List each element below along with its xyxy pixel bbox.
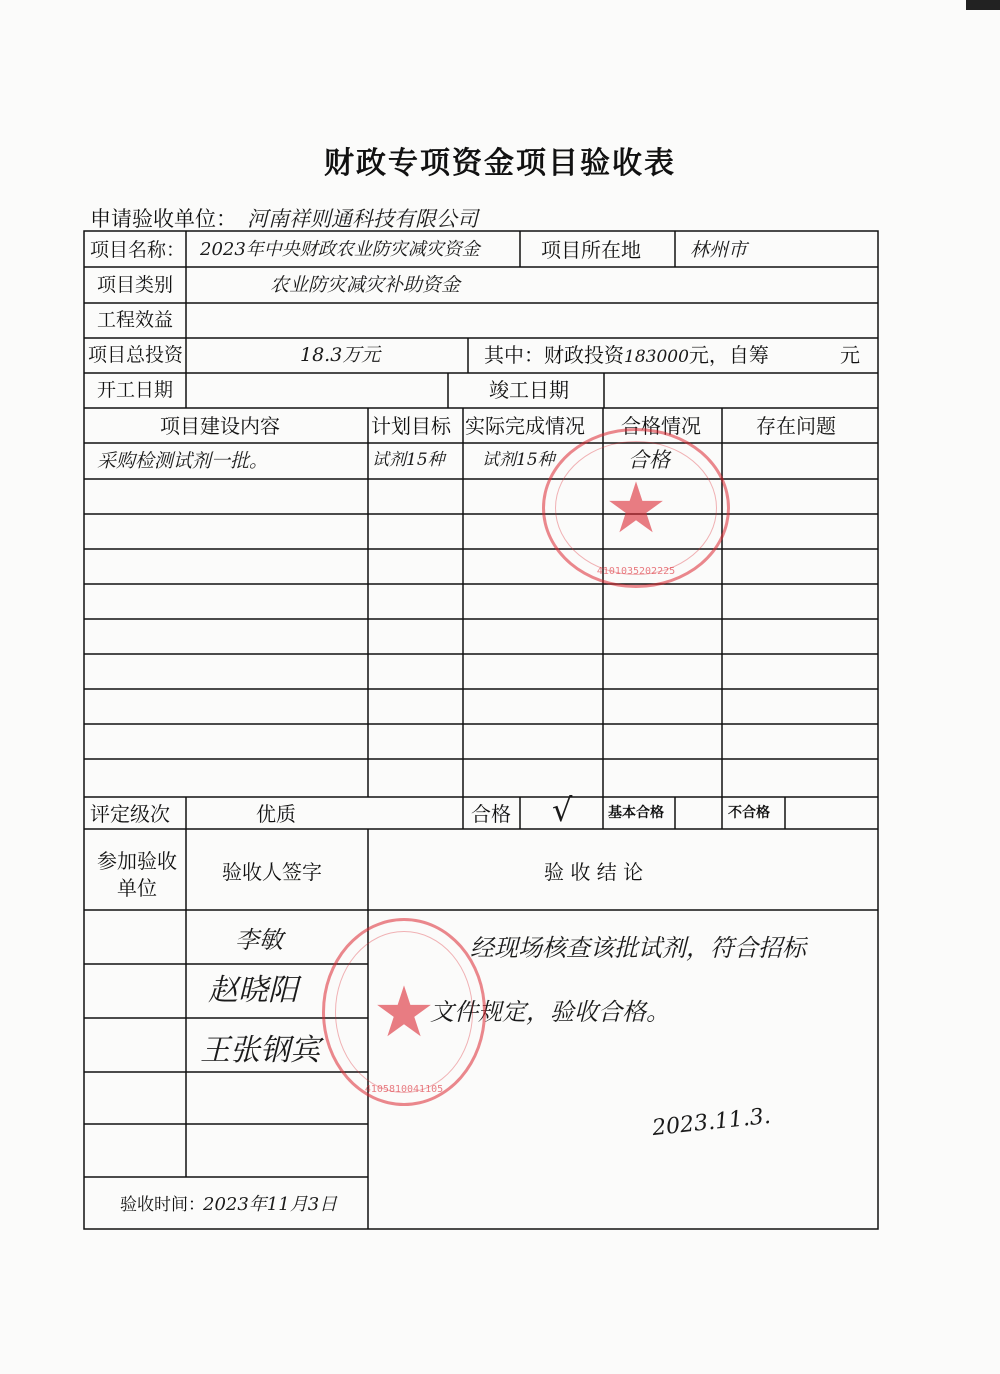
bureau-seal-number: 4105810041105: [364, 1084, 444, 1095]
form-title: 财政专项资金项目验收表: [324, 146, 676, 181]
self-raised-unit: 元: [840, 343, 860, 367]
bureau-seal: [322, 918, 486, 1106]
end-date-label: 竣工日期: [489, 378, 569, 402]
category-value[interactable]: 农业防灾减灾补助资金: [270, 274, 461, 296]
fiscal-prefix: 其中：财政投资: [484, 343, 624, 367]
conclusion-line-1: 经现场核查该批试剂，符合招标: [470, 934, 806, 962]
company-seal: [542, 428, 730, 588]
company-seal-number: 4101035202225: [596, 566, 676, 577]
total-investment-label: 项目总投资: [88, 344, 184, 366]
fiscal-value[interactable]: 183000: [624, 347, 689, 367]
header-plan: 计划目标: [371, 414, 451, 438]
acceptance-time-value[interactable]: 2023年11月3日: [203, 1194, 338, 1215]
location-value[interactable]: 林州市: [690, 239, 748, 261]
header-qualified: 合格情况: [621, 414, 701, 438]
row1-plan[interactable]: 试剂15种: [372, 450, 445, 470]
acceptance-conclusion-label: 验 收 结 论: [544, 860, 644, 884]
company-seal-star-icon: ★: [604, 467, 668, 549]
category-label: 项目类别: [97, 274, 174, 296]
total-investment-value[interactable]: 18.3万元: [300, 344, 381, 366]
rating-fail[interactable]: 不合格: [728, 805, 770, 821]
benefit-label: 工程效益: [97, 309, 174, 331]
signature-2: 赵晓阳: [208, 973, 298, 1008]
row1-actual[interactable]: 试剂15种: [482, 450, 555, 470]
rating-excellent[interactable]: 优质: [256, 802, 296, 826]
header-issues: 存在问题: [756, 414, 836, 438]
rating-label: 评定级次: [90, 802, 170, 826]
rating-basic-pass[interactable]: 基本合格: [608, 805, 664, 821]
signature-3: 王张钢宾: [200, 1033, 320, 1068]
row1-content[interactable]: 采购检测试剂一批。: [97, 450, 269, 472]
conclusion-date: 2023.11.3.: [650, 1103, 772, 1142]
conclusion-line-2: 文件规定，验收合格。: [430, 998, 670, 1026]
fiscal-investment-line: [484, 345, 769, 366]
start-date-label: 开工日期: [97, 379, 174, 401]
apply-unit-label: 申请验收单位：: [90, 207, 237, 231]
fiscal-unit: 元，自筹: [688, 343, 769, 367]
signature-1: 李敏: [235, 926, 283, 954]
location-label: 项目所在地: [541, 238, 641, 262]
header-content: 项目建设内容: [160, 414, 280, 438]
apply-unit-value[interactable]: 河南祥则通科技有限公司: [247, 207, 478, 231]
acceptance-unit-label: 参加验收单位: [97, 849, 177, 900]
project-name-label: 项目名称：: [90, 239, 186, 261]
acceptance-signature-label: 验收人签字: [222, 860, 322, 884]
bureau-seal-star-icon: ★: [372, 971, 436, 1053]
rating-pass-check: √: [552, 791, 573, 829]
header-actual: 实际完成情况: [465, 414, 585, 438]
acceptance-time-label: 验收时间：: [120, 1195, 205, 1215]
project-name-value[interactable]: 2023年中央财政农业防灾减灾资金: [200, 239, 480, 260]
row1-qualified[interactable]: 合格: [628, 448, 670, 472]
rating-pass[interactable]: 合格: [471, 802, 511, 826]
